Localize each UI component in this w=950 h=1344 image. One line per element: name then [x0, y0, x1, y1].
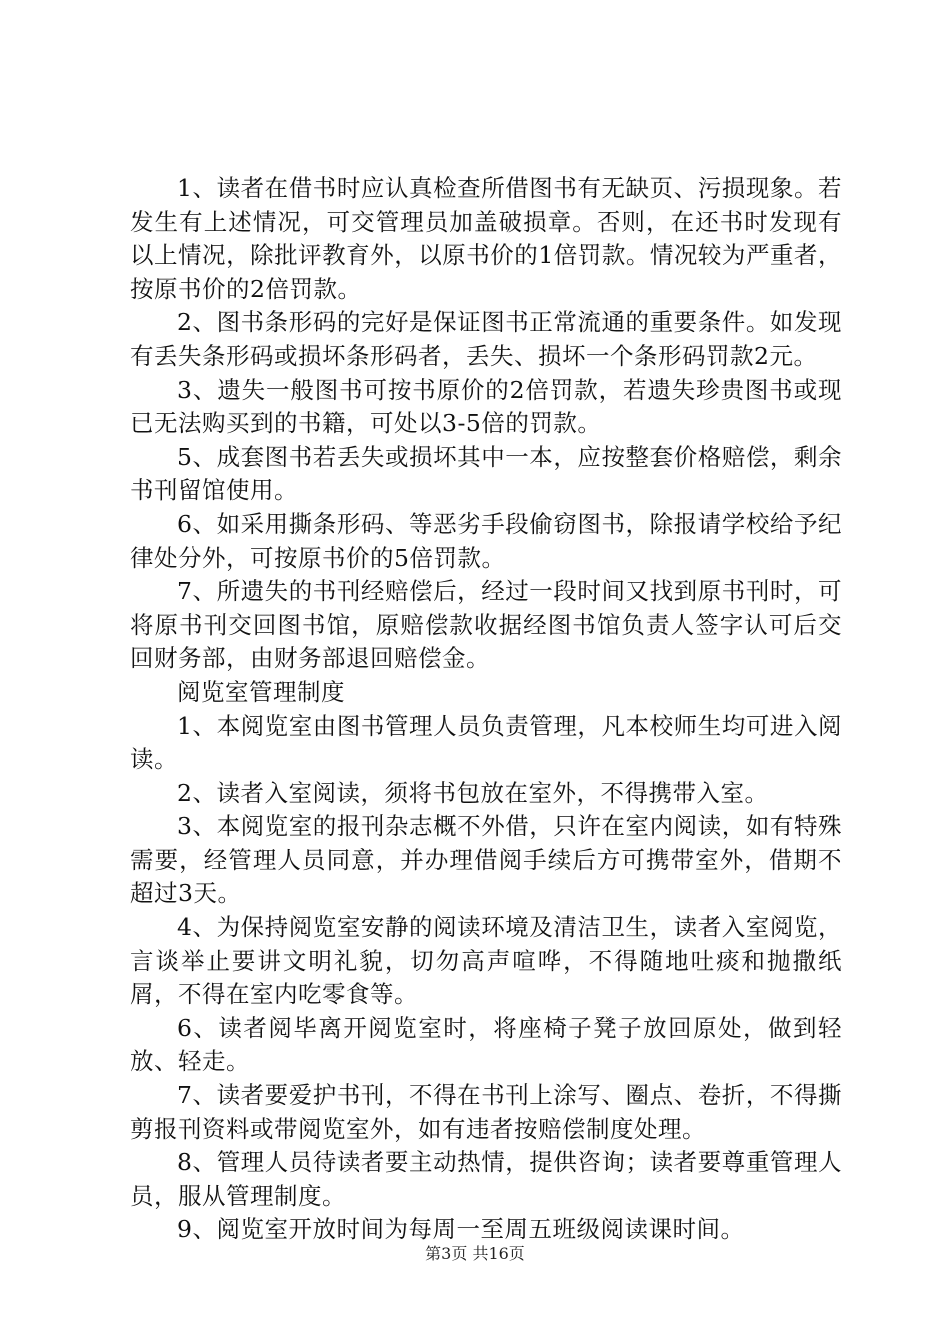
paragraph-rule-5-book-sets: 5、成套图书若丢失或损坏其中一本，应按整套价格赔偿，剩余书刊留馆使用。 [130, 442, 842, 505]
paragraph-rule-2-barcode: 2、图书条形码的完好是保证图书正常流通的重要条件。如发现有丢失条形码或损坏条形码者，丢失、损坏一个条形码罚款2元。 [130, 308, 842, 370]
paragraph-rule-7-recovered-books: 7、所遗失的书刊经赔偿后，经过一段时间又找到原书刊时，可将原书刊交回图书馆，原赔偿款收据经图书馆负责人签字认可后交回财务部，由财务部退回赔偿金。 [130, 577, 842, 673]
document-body [130, 172, 842, 1247]
paragraph-rule-3-lost-books: 3、遗失一般图书可按书原价的2倍罚款，若遗失珍贵图书或现已无法购买到的书籍，可处以3-5倍的罚款。 [130, 375, 842, 438]
paragraph-reading-rule-8: 8、管理人员待读者要主动热情，提供咨询；读者要尊重管理人员，服从管理制度。 [130, 1148, 842, 1210]
paragraph-rule-1-inspect-books: 1、读者在借书时应认真检查所借图书有无缺页、污损现象。若发生有上述情况，可交管理员加盖破损章。否则，在还书时发现有以上情况，除批评教育外，以原书价的1倍罚款。情况较为严重者，按原书价的2倍罚款。 [130, 174, 842, 303]
section-heading-reading-room-rules: 阅览室管理制度 [177, 677, 345, 706]
paragraph-reading-rule-2: 2、读者入室阅读，须将书包放在室外，不得携带入室。 [177, 778, 769, 807]
page-number-footer: 第3页 共16页 [425, 1244, 525, 1263]
paragraph-reading-rule-1: 1、本阅览室由图书管理人员负责管理，凡本校师生均可进入阅读。 [130, 711, 842, 774]
paragraph-reading-rule-7: 7、读者要爱护书刊，不得在书刊上涂写、圈点、卷折，不得撕剪报刊资料或带阅览室外，如有违者按赔偿制度处理。 [130, 1081, 842, 1143]
paragraph-reading-rule-4: 4、为保持阅览室安静的阅读环境及清洁卫生，读者入室阅览，言谈举止要讲文明礼貌，切勿高声喧哗，不得随地吐痰和抛撒纸屑，不得在室内吃零食等。 [130, 913, 842, 1009]
paragraph-rule-6-theft: 6、如采用撕条形码、等恶劣手段偷窃图书，除报请学校给予纪律处分外，可按原书价的5倍罚款。 [130, 509, 842, 572]
paragraph-reading-rule-9: 9、阅览室开放时间为每周一至周五班级阅读课时间。 [177, 1215, 745, 1244]
paragraph-reading-rule-6: 6、读者阅毕离开阅览室时，将座椅子凳子放回原处，做到轻放、轻走。 [130, 1013, 842, 1076]
paragraph-reading-rule-3: 3、本阅览室的报刊杂志概不外借，只许在室内阅读，如有特殊需要，经管理人员同意，并办理借阅手续后方可携带室外，借期不超过3天。 [130, 812, 842, 908]
